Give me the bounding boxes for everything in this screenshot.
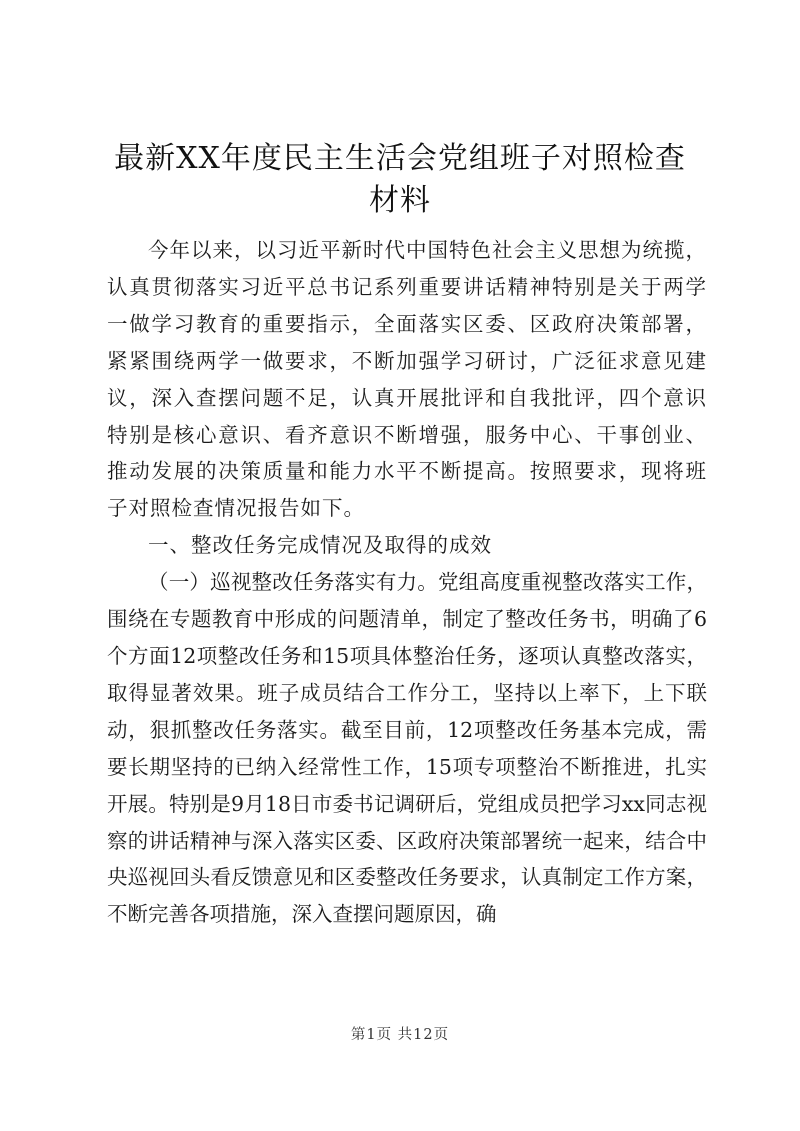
document-body	[107, 232, 707, 933]
intro-paragraph: 今年以来，以习近平新时代中国特色社会主义思想为统揽，认真贯彻落实习近平总书记系列重要讲话精神特别是关于两学一做学习教育的重要指示，全面落实区委、区政府决策部署，紧紧围绕两学一做要求，不断加强学习研讨，广泛征求意见建议，深入查摆问题不足，认真开展批评和自我批评，四个意识特别是核心意识、看齐意识不断增强，服务中心、干事创业、推动发展的决策质量和能力水平不断提高。按照要求，现将班子对照检查情况报告如下。	[107, 238, 707, 521]
section-1-1-paragraph: （一）巡视整改任务落实有力。党组高度重视整改落实工作，围绕在专题教育中形成的问题清单，制定了整改任务书，明确了6个方面12项整改任务和15项具体整治任务，逐项认真整改落实，取得显著效果。班子成员结合工作分工，坚持以上率下，上下联动，狠抓整改任务落实。截至目前，12项整改任务基本完成，需要长期坚持的已纳入经常性工作，15项专项整治不断推进，扎实开展。特别是9月18日市委书记调研后，党组成员把学习xx同志视察的讲话精神与深入落实区委、区政府决策部署统一起来，结合中央巡视回头看反馈意见和区委整改任务要求，认真制定工作方案，不断完善各项措施，深入查摆问题原因，确	[107, 570, 707, 927]
section-heading-1: 一、整改任务完成情况及取得的成效	[148, 533, 492, 558]
page-number-footer: 第1页 共12页	[350, 1027, 450, 1043]
document-title: 最新XX年度民主生活会党组班子对照检查材料	[114, 141, 686, 218]
